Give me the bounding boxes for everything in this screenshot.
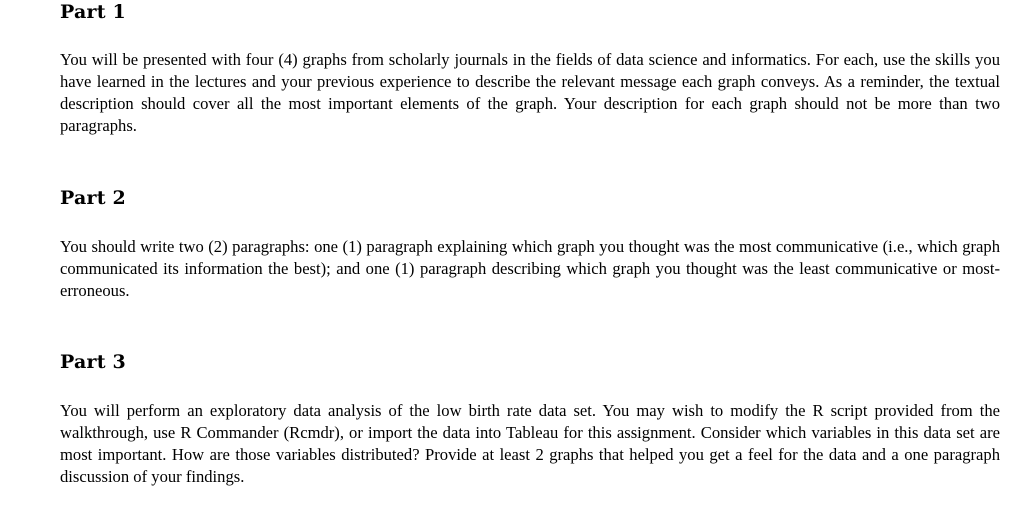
section-paragraph: You will be presented with four (4) graphs from scholarly journals in the fields of data science and informatics. For each, use the skills you have learned in the lectures and your previous experience to describe the relevant message each graph conveys. As a reminder, the textual description should cover all the most important elements of the graph. Your description for each graph should not be more than two paragraphs. [60, 50, 1000, 135]
section-heading: Part 3 [60, 351, 126, 373]
section-heading: Part 2 [60, 187, 126, 209]
section-paragraph: You should write two (2) paragraphs: one (1) paragraph explaining which graph you thought was the most communicative (i.e., which graph communicated its information the best); and one (1) paragraph describing which graph you thought was the least communicative or most-erroneous. [60, 237, 1000, 300]
section-heading: Part 1 [60, 1, 126, 23]
section-paragraph: You will perform an exploratory data analysis of the low birth rate data set. You may wish to modify the R script provided from the walkthrough, use R Commander (Rcmdr), or import the data into Tableau for this assignment. Consider which variables in this data set are most important. How are those variables distributed? Provide at least 2 graphs that helped you get a feel for the data and a one paragraph discussion of your findings. [60, 401, 1000, 486]
